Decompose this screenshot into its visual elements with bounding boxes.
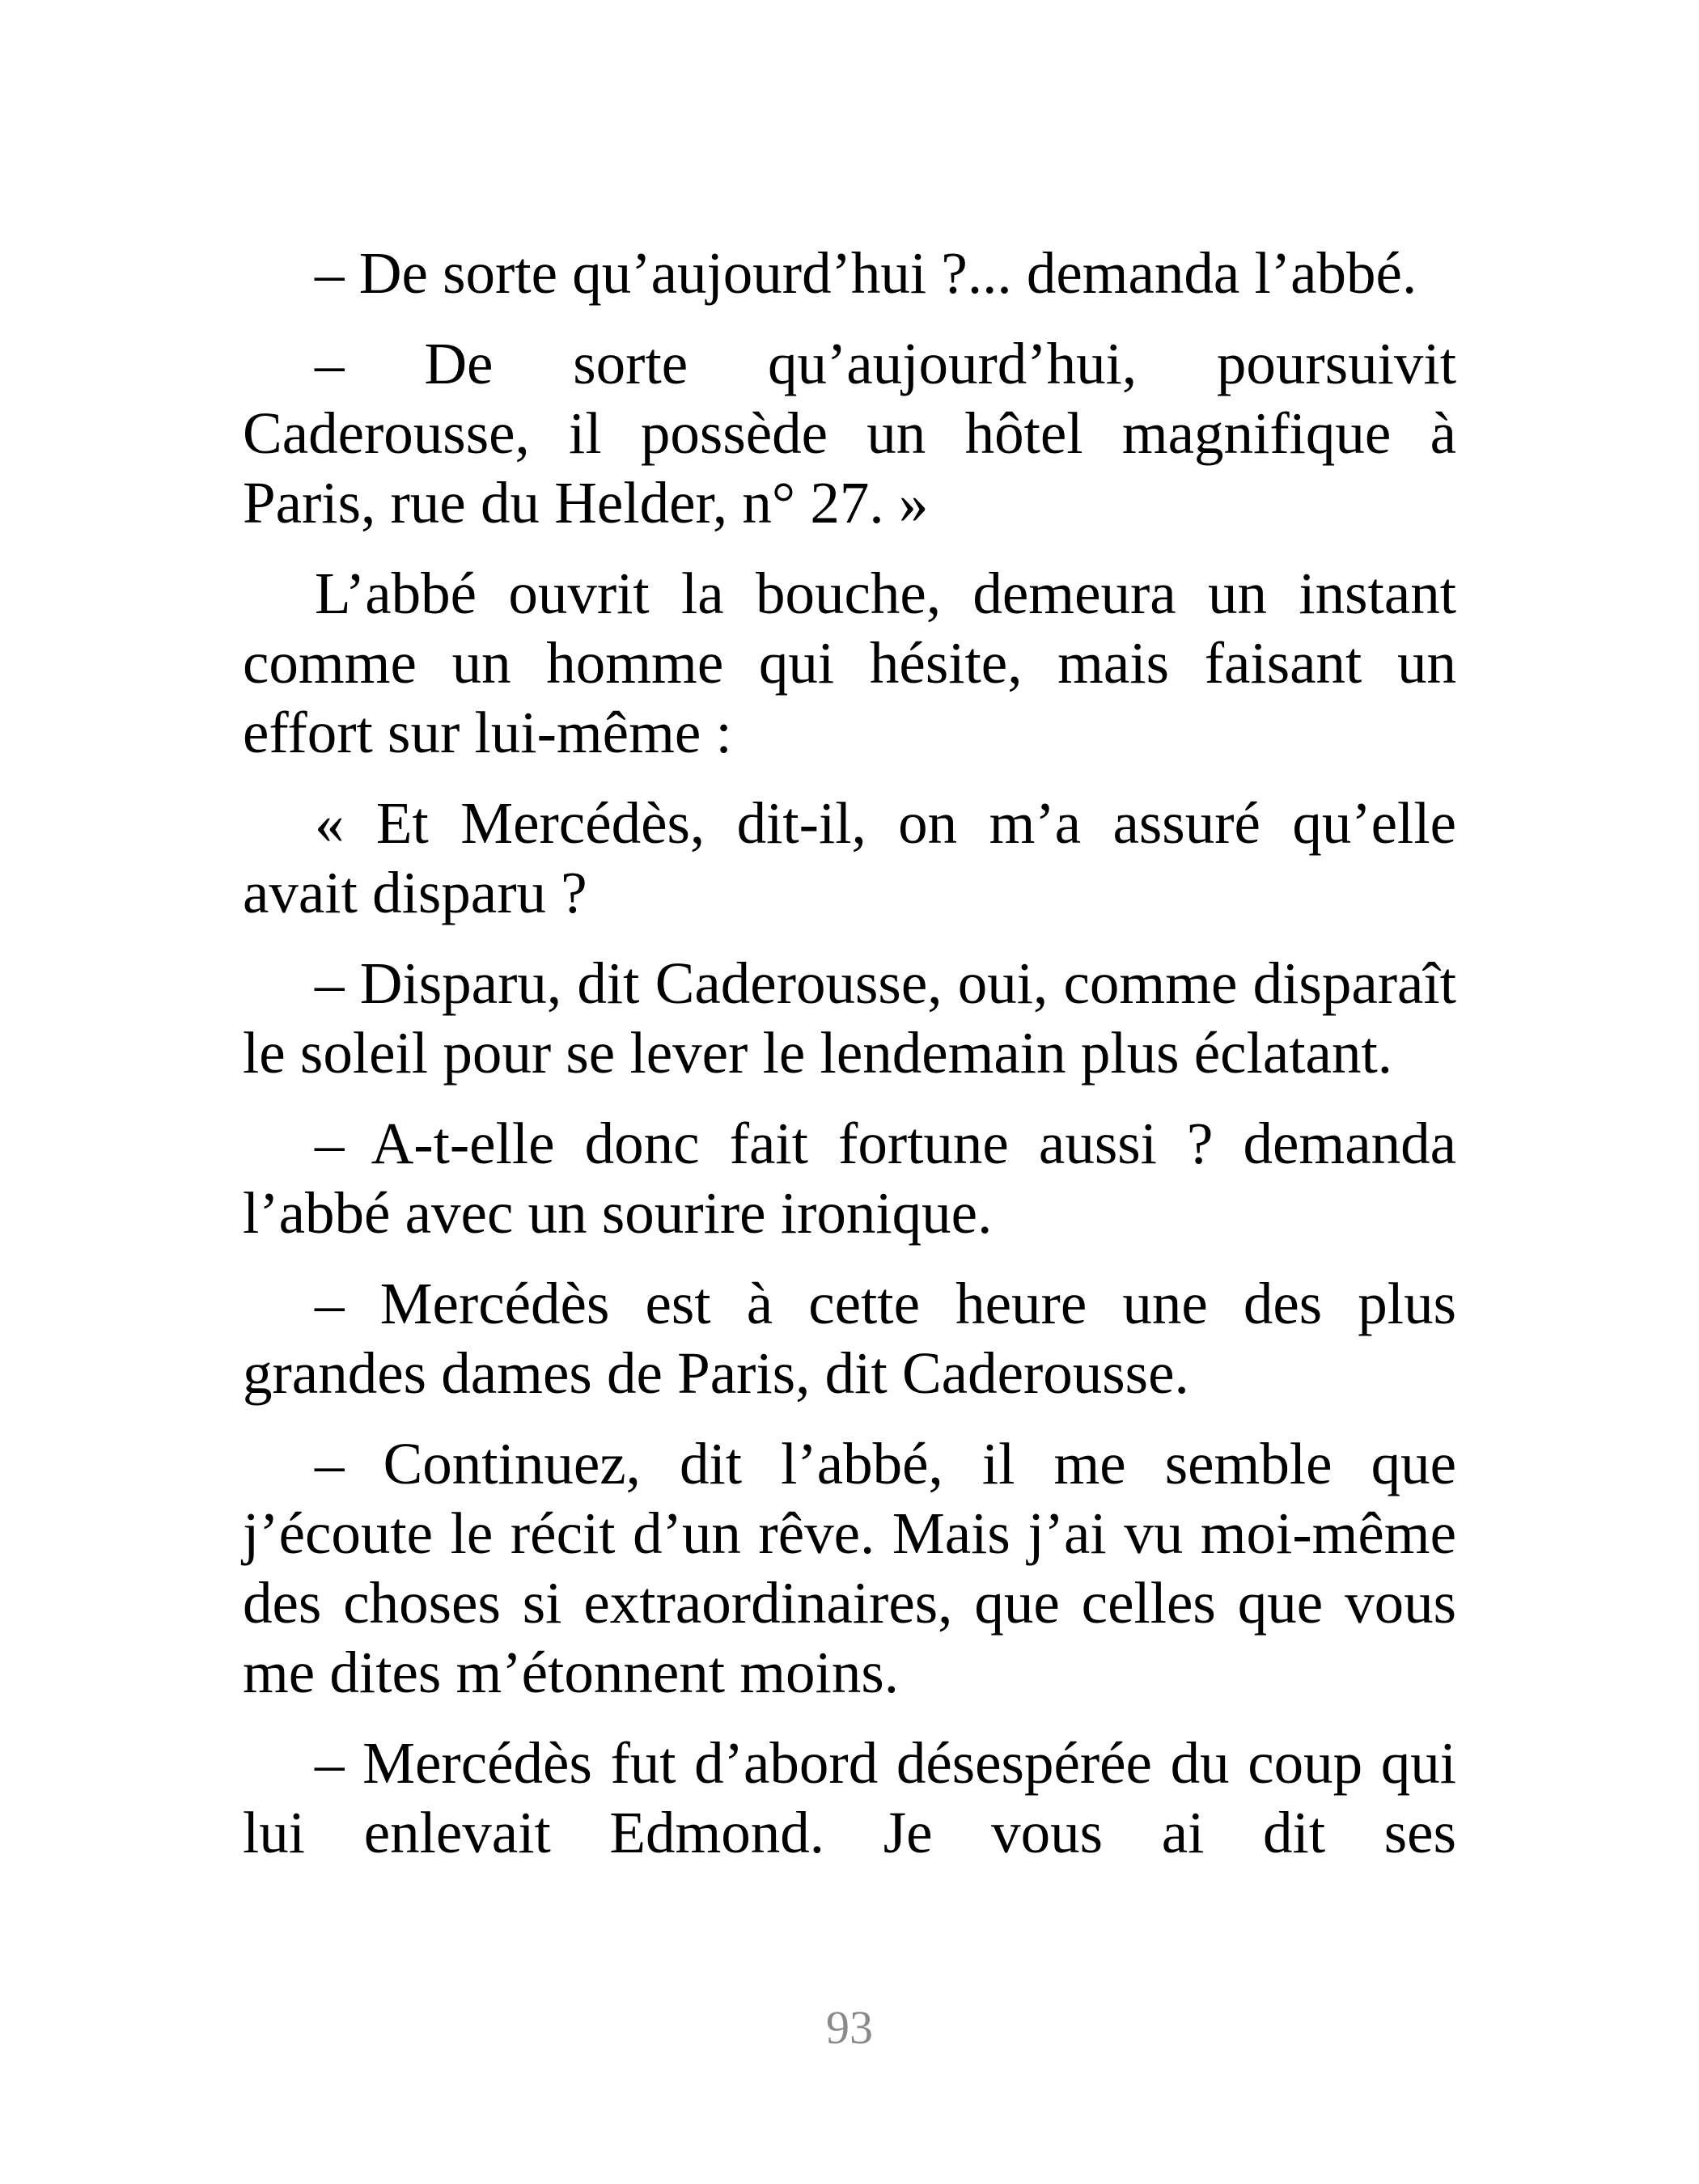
paragraph-1: – De sorte qu’aujourd’hui ?... demanda l’abbé. <box>315 240 1417 306</box>
page-number: 93 <box>826 2001 873 2054</box>
paragraph-6: – A-t-elle donc fait fortune aussi ? demanda l’abbé avec un sourire ironique. <box>243 1111 1456 1246</box>
paragraph-4: « Et Mercédès, dit-il, on m’a assuré qu’elle avait disparu ? <box>243 790 1456 925</box>
paragraph-3: L’abbé ouvrit la bouche, demeura un instant comme un homme qui hésite, mais faisant un effort sur lui-même : <box>243 561 1456 765</box>
paragraph-8: – Continuez, dit l’abbé, il me semble que j’écoute le récit d’un rêve. Mais j’ai vu moi-même des choses si extraordinaires, que celles que vous me dites m’étonnent moins. <box>243 1431 1456 1705</box>
paragraph-2: – De sorte qu’aujourd’hui, poursuivit Caderousse, il possède un hôtel magnifique à Paris, rue du Helder, n° 27. » <box>243 331 1456 535</box>
paragraph-9: – Mercédès fut d’abord désespérée du coup qui lui enlevait Edmond. Je vous ai dit ses <box>243 1730 1456 1865</box>
page-body-text <box>243 239 1456 1889</box>
paragraph-5: – Disparu, dit Caderousse, oui, comme disparaît le soleil pour se lever le lendemain plus éclatant. <box>243 950 1456 1086</box>
paragraph-7: – Mercédès est à cette heure une des plus grandes dames de Paris, dit Caderousse. <box>243 1271 1456 1406</box>
